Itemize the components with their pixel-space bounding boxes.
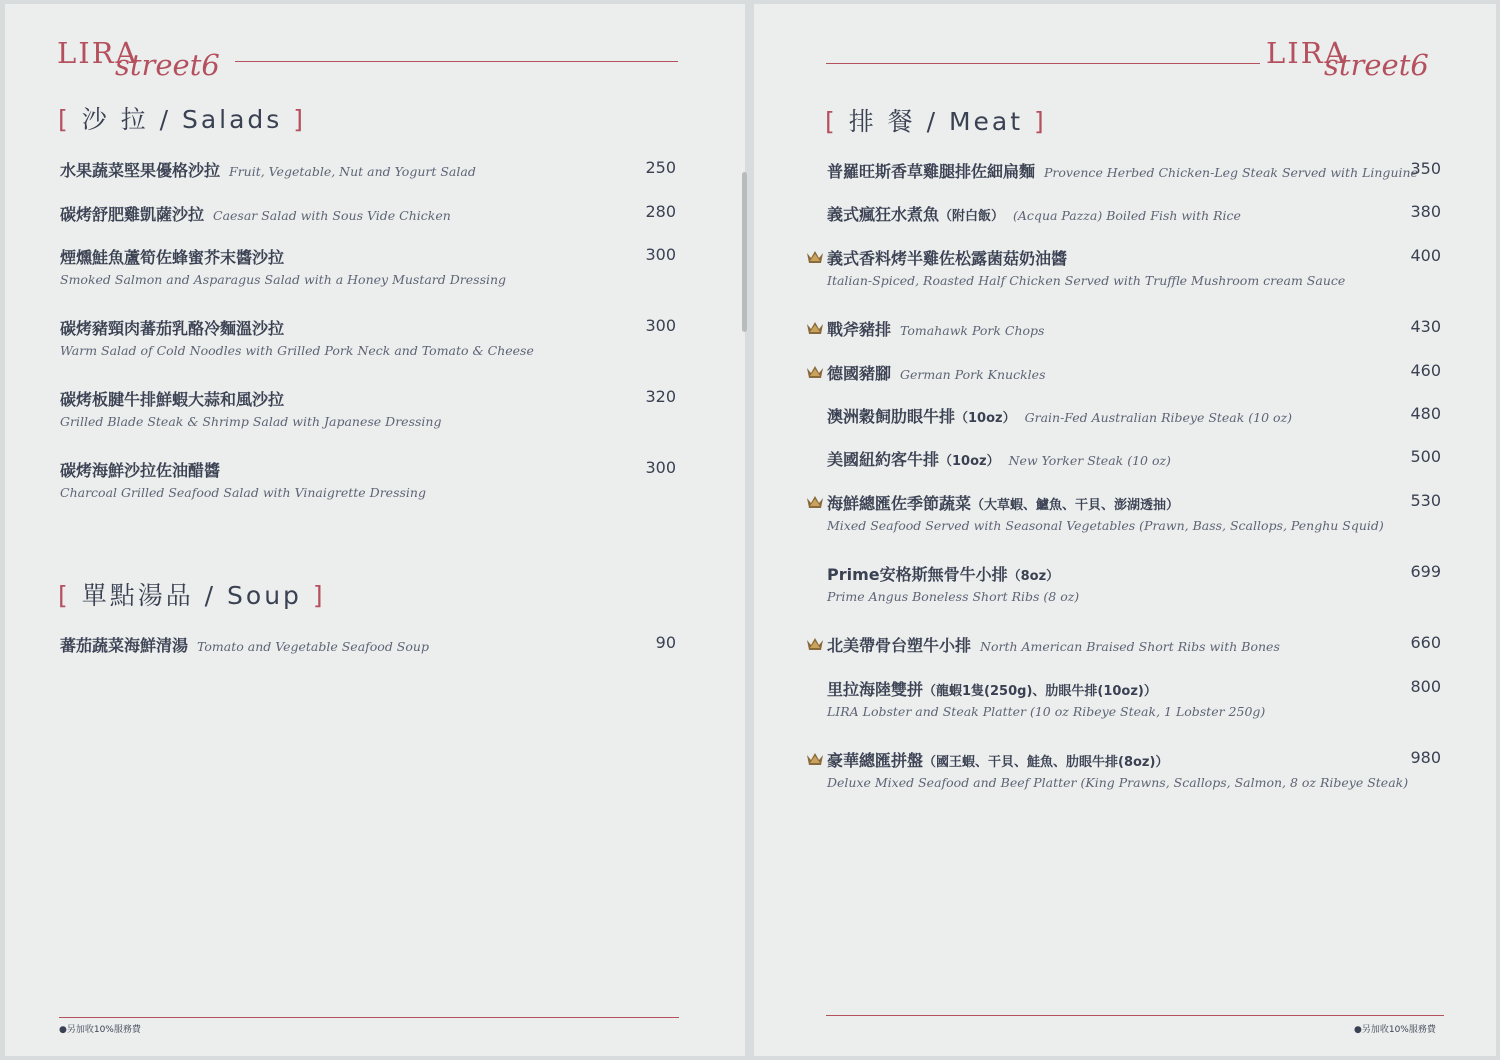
menu-item: 碳烤舒肥雞凱薩沙拉 Caesar Salad with Sous Vide Chicken (60, 205, 451, 224)
menu-item-price: 480 (1410, 404, 1441, 423)
menu-item: 海鮮總匯佐季節蔬菜（大草蝦、鱸魚、干貝、澎湖透抽） Mixed Seafood Served with Seasonal Vegetables (Prawn, Bass, Scallops, Penghu Squid) (827, 494, 1384, 533)
menu-item: 碳烤板腱牛排鮮蝦大蒜和風沙拉 Grilled Blade Steak & Shrimp Salad with Japanese Dressing (60, 390, 442, 429)
menu-item: 碳烤豬頸肉蕃茄乳酪冷麵溫沙拉 Warm Salad of Cold Noodles with Grilled Pork Neck and Tomato & Cheese (60, 319, 534, 358)
header-rule (826, 63, 1260, 64)
menu-item-price: 500 (1410, 447, 1441, 466)
header-rule (235, 61, 678, 62)
menu-item: 戰斧豬排 Tomahawk Pork Chops (827, 320, 1045, 339)
menu-item-price: 300 (645, 458, 676, 477)
menu-item-price: 430 (1410, 317, 1441, 336)
menu-item-price: 530 (1410, 491, 1441, 510)
menu-page-right (754, 4, 1496, 1056)
footer-rule (59, 1017, 679, 1018)
menu-item-price: 660 (1410, 633, 1441, 652)
scrollbar-thumb[interactable] (742, 172, 747, 332)
menu-item-price: 250 (645, 158, 676, 177)
menu-item: 碳烤海鮮沙拉佐油醋醬 Charcoal Grilled Seafood Salad with Vinaigrette Dressing (60, 461, 426, 500)
soup-section-title: [ 單點湯品 / Soup ] (58, 581, 326, 610)
crown-icon (805, 494, 825, 510)
menu-item: 義式瘋狂水煮魚（附白飯） (Acqua Pazza) Boiled Fish with Rice (827, 205, 1241, 224)
menu-item: 煙燻鮭魚蘆筍佐蜂蜜芥末醬沙拉 Smoked Salmon and Asparagus Salad with a Honey Mustard Dressing (60, 248, 507, 287)
meat-section-title: [ 排 餐 / Meat ] (825, 107, 1047, 136)
menu-item: 北美帶骨台塑牛小排 North American Braised Short Ribs with Bones (827, 636, 1280, 655)
menu-item-price: 350 (1410, 159, 1441, 178)
menu-item-price: 90 (655, 633, 676, 652)
menu-item-price: 980 (1410, 748, 1441, 767)
menu-item: 里拉海陸雙拼（龍蝦1隻(250g)、肋眼牛排(10oz)） LIRA Lobster and Steak Platter (10 oz Ribeye Steak, 1 Lobster 250g) (827, 680, 1266, 719)
crown-icon (805, 751, 825, 767)
menu-item-price: 280 (645, 202, 676, 221)
service-charge-note: ●另加收10%服務費 (59, 1025, 141, 1035)
crown-icon (805, 249, 825, 265)
menu-item: Prime安格斯無骨牛小排（8oz） Prime Angus Boneless Short Ribs (8 oz) (827, 565, 1080, 604)
menu-item-price: 380 (1410, 202, 1441, 221)
menu-item: 德國豬腳 German Pork Knuckles (827, 364, 1046, 383)
lira-street6-logo: LIRA street6 (1266, 36, 1429, 82)
menu-item-price: 460 (1410, 361, 1441, 380)
menu-item: 義式香料烤半雞佐松露菌菇奶油醬 Italian-Spiced, Roasted Half Chicken Served with Truffle Mushroom cream Sauce (827, 249, 1346, 288)
menu-item: 普羅旺斯香草雞腿排佐細扁麵 Provence Herbed Chicken-Leg Steak Served with Linguine (827, 162, 1418, 181)
menu-item-price: 800 (1410, 677, 1441, 696)
crown-icon (805, 320, 825, 336)
lira-street6-logo: LIRA street6 (57, 36, 220, 82)
menu-item: 蕃茄蔬菜海鮮清湯 Tomato and Vegetable Seafood Soup (60, 636, 429, 655)
menu-item-price: 400 (1410, 246, 1441, 265)
menu-item: 豪華總匯拼盤（國王蝦、干貝、鮭魚、肋眼牛排(8oz)） Deluxe Mixed Seafood and Beef Platter (King Prawns, Scallops, Salmon, 8 oz Ribeye Steak) (827, 751, 1409, 790)
menu-item-price: 300 (645, 316, 676, 335)
footer-rule (826, 1015, 1444, 1016)
crown-icon (805, 636, 825, 652)
menu-item: 水果蔬菜堅果優格沙拉 Fruit, Vegetable, Nut and Yogurt Salad (60, 161, 476, 180)
menu-item-price: 699 (1410, 562, 1441, 581)
menu-item-price: 320 (645, 387, 676, 406)
salads-section-title: [ 沙 拉 / Salads ] (58, 105, 307, 134)
menu-item-price: 300 (645, 245, 676, 264)
menu-page-left (5, 4, 745, 1056)
menu-item: 澳洲穀飼肋眼牛排（10oz） Grain-Fed Australian Ribeye Steak (10 oz) (827, 407, 1293, 426)
crown-icon (805, 364, 825, 380)
menu-item: 美國紐約客牛排（10oz） New Yorker Steak (10 oz) (827, 450, 1171, 469)
service-charge-note: ●另加收10%服務費 (1354, 1025, 1436, 1035)
